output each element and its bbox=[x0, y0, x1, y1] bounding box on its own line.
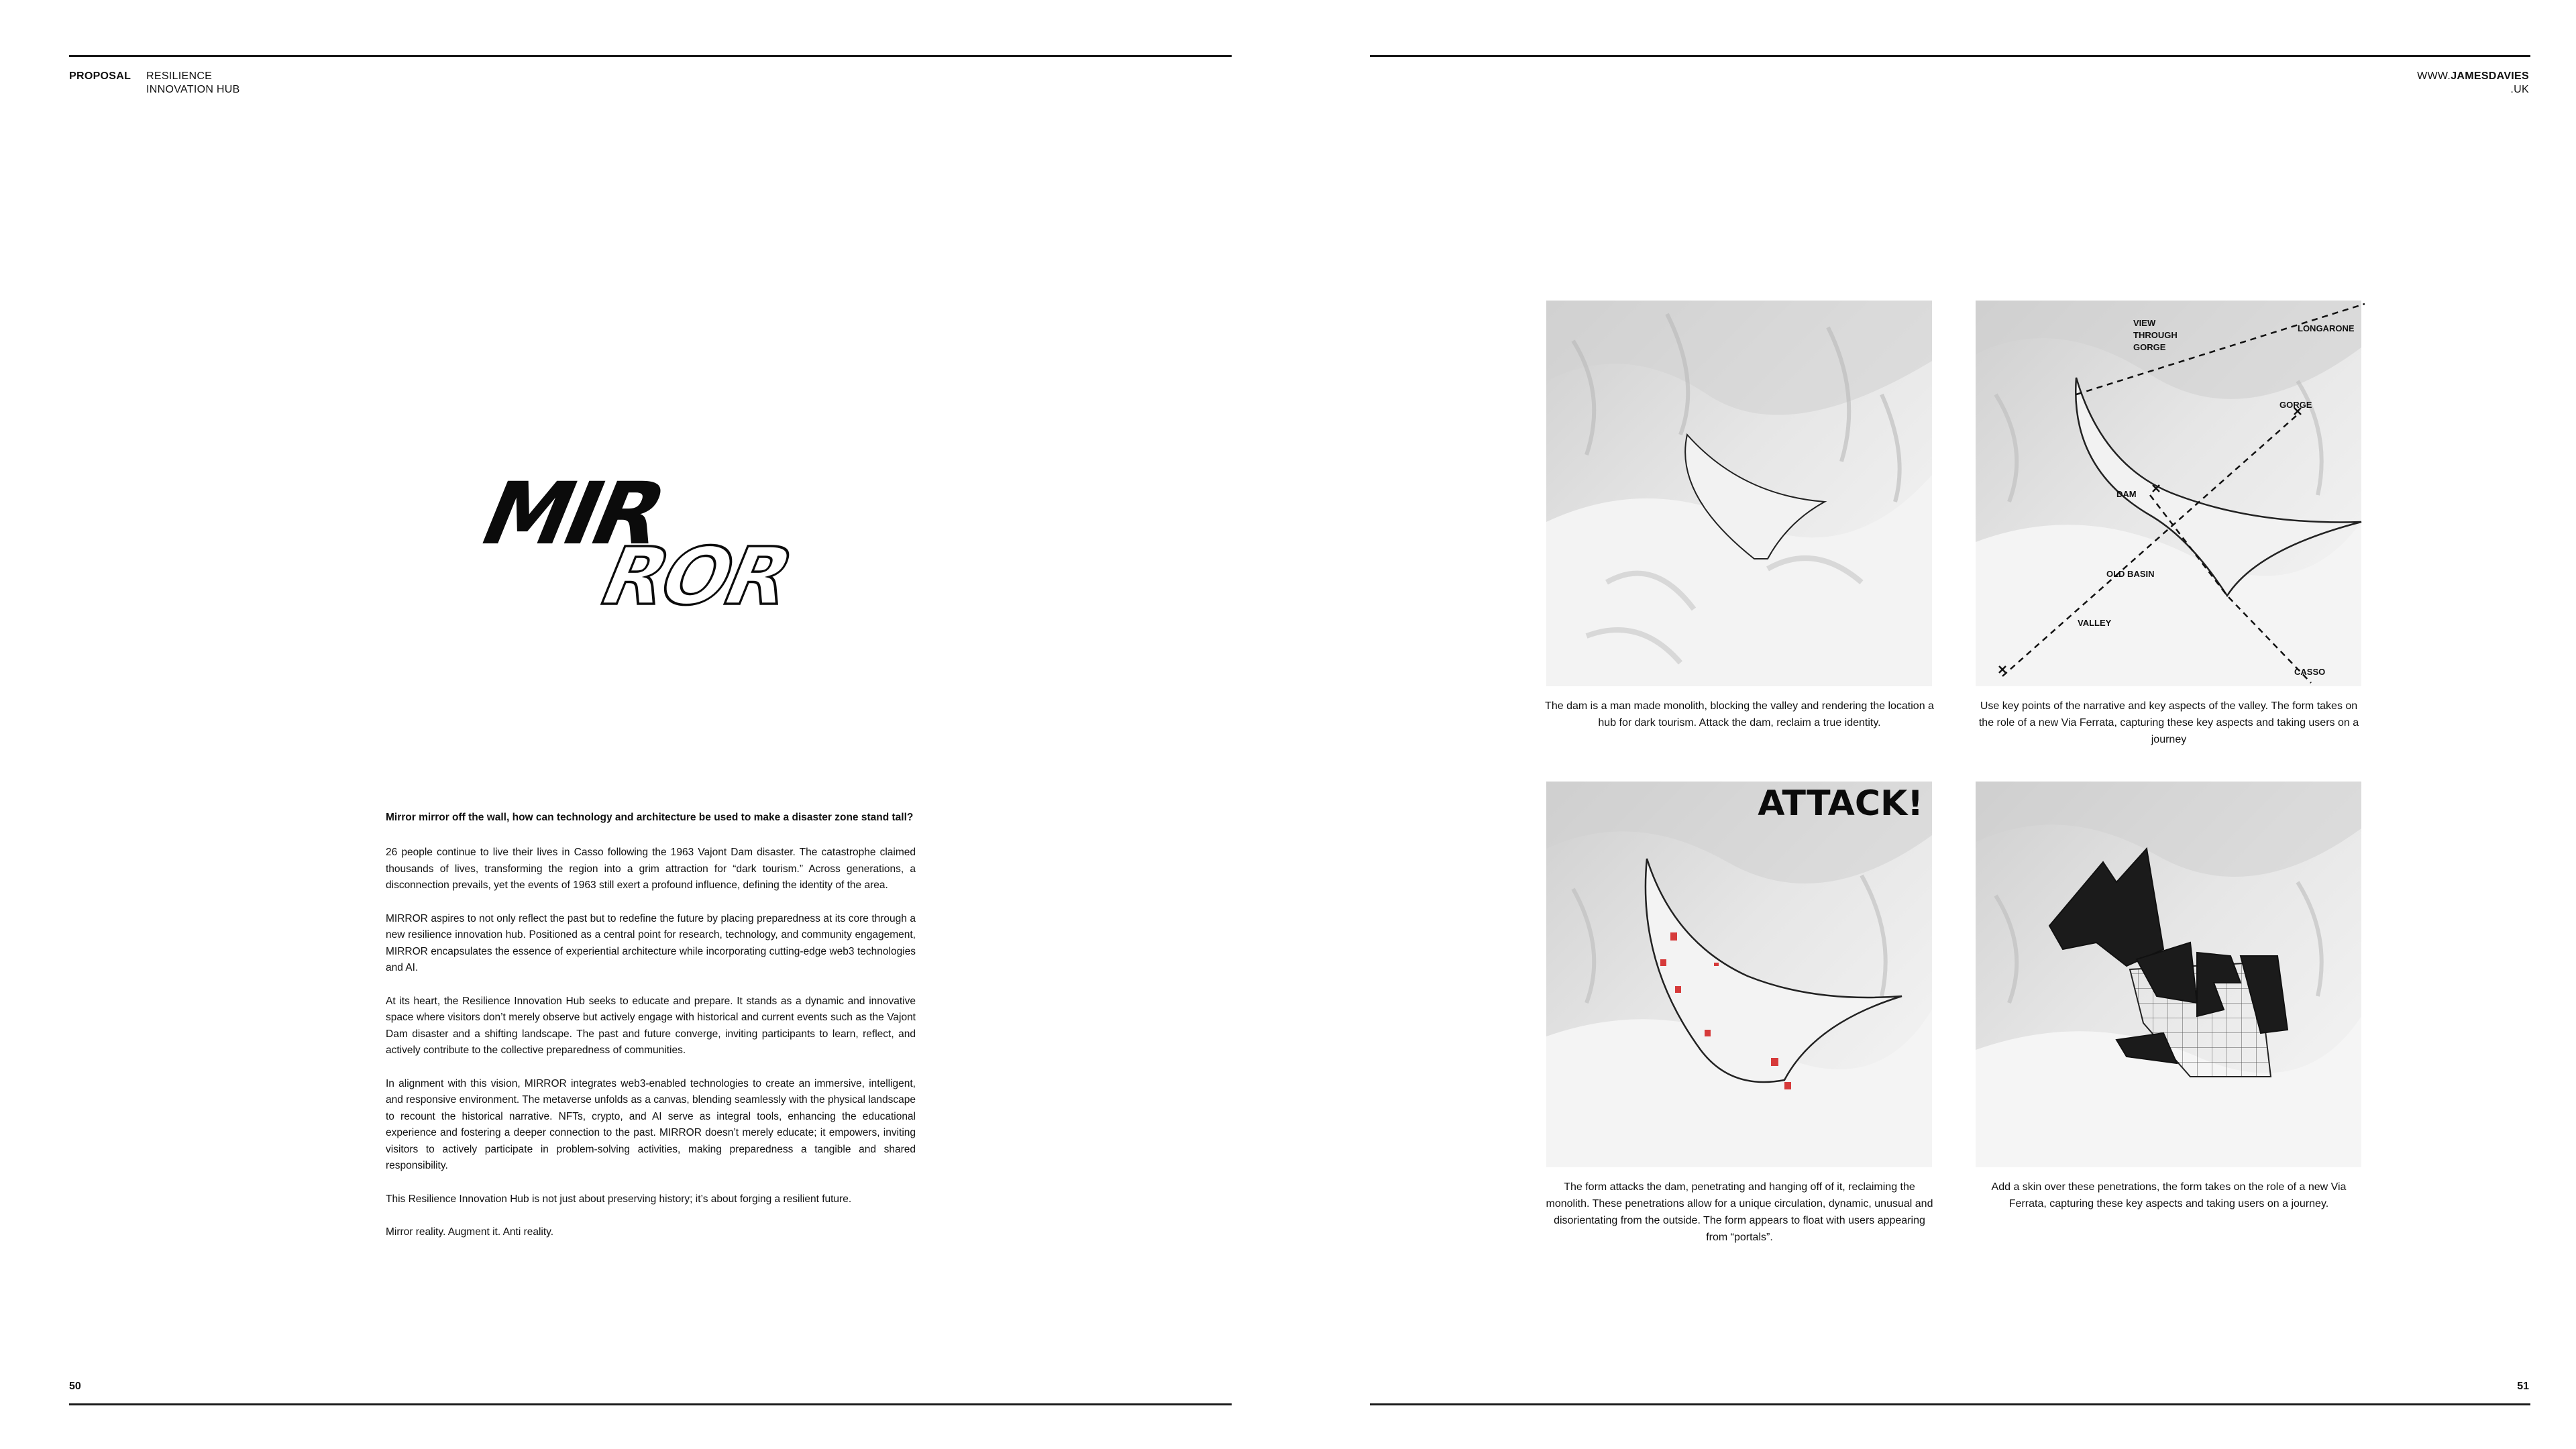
intro-paragraph: Mirror reality. Augment it. Anti reality. bbox=[386, 1226, 554, 1238]
figure-caption: The dam is a man made monolith, blocking the valley and rendering the location a hub for dark tourism. Attack the dam, reclaim a true identity. bbox=[1545, 700, 1934, 729]
figure-caption: The form attacks the dam, penetrating and hanging off of it, reclaiming the monolith. These penetrations allow for a unique circulation, dynamic, unusual and disorientating from the outside. The form appears to float with users appearing from “portals”. bbox=[1546, 1181, 1933, 1243]
intro-paragraph: At its heart, the Resilience Innovation Hub seeks to educate and prepare. It stands as a dynamic and innovative space where visitors don’t merely observe but actively engage with historical and current events such as the Vajont Dam disaster and a shifting landscape. The past and future converge, inviting participants to learn, reflect, and actively contribute to the collective preparedness of communities. bbox=[386, 995, 916, 1056]
figure-dam-site bbox=[1546, 301, 1932, 686]
bottom-rule-right bbox=[1370, 1403, 2530, 1405]
figure-caption: Add a skin over these penetrations, the form takes on the role of a new Via Ferrata, capturing these key aspects and taking users on a journey. bbox=[1991, 1181, 2347, 1210]
map-label: THROUGH bbox=[2133, 330, 2178, 340]
header-title-line1: RESILIENCE bbox=[146, 70, 213, 82]
intro-paragraph: MIRROR aspires to not only reflect the past but to redefine the future by placing preparedness at its core through a new resilience innovation hub. Positioned as a central point for research, technology, and community engagement, MIRROR encapsulates the essence of experiential architecture while incorporating cutting-edge web3 technologies and AI. bbox=[386, 912, 916, 973]
map-label: LONGARONE bbox=[2298, 323, 2355, 333]
figure-caption: Use key points of the narrative and key aspects of the valley. The form takes on the role of a new Via Ferrata, capturing these key aspects and taking users on a journey bbox=[1978, 700, 2359, 745]
page-number-left: 50 bbox=[69, 1381, 81, 1392]
header-title bbox=[146, 70, 240, 97]
logo-line2: ROR bbox=[586, 530, 806, 623]
section-label: PROPOSAL bbox=[69, 70, 131, 82]
bottom-rule-left bbox=[69, 1403, 1232, 1405]
mirror-logo bbox=[466, 464, 839, 623]
top-rule-right bbox=[1370, 55, 2530, 57]
figure-attack bbox=[1546, 782, 1932, 1167]
header-right bbox=[2417, 70, 2529, 97]
top-rule-left bbox=[69, 55, 1232, 57]
map-label: GORGE bbox=[2133, 342, 2166, 352]
header-left bbox=[69, 70, 131, 83]
intro-question: Mirror mirror off the wall, how can technology and architecture be used to make a disaster zone stand tall? bbox=[386, 812, 914, 823]
website-link[interactable]: WWW.JAMESDAVIES bbox=[2417, 70, 2529, 82]
intro-paragraph: In alignment with this vision, MIRROR integrates web3-enabled technologies to create an immersive, intelligent, and responsive environment. The metaverse unfolds as a canvas, blending seamlessly with the physical landscape to recount the historical narrative. NFTs, crypto, and AI serve as integral tools, enhancing the educational experience and fostering a deeper connection to the past. MIRROR doesn’t merely educate; it empowers, inviting visitors to actively participate in problem-solving activities, making preparedness a tangible and shared responsibility. bbox=[386, 1077, 916, 1171]
map-label: VIEW bbox=[2133, 318, 2156, 328]
figure-narrative-map bbox=[1976, 301, 2361, 686]
logo-line1: MIR bbox=[466, 464, 678, 564]
map-label: VALLEY bbox=[2078, 618, 2112, 628]
attack-label: ATTACK! bbox=[1758, 784, 1923, 824]
header-title-line2: INNOVATION HUB bbox=[146, 84, 240, 95]
map-label: DAM bbox=[2116, 489, 2137, 499]
map-label: OLD BASIN bbox=[2106, 569, 2155, 579]
intro-text bbox=[386, 810, 916, 1258]
intro-paragraph: 26 people continue to live their lives in Casso following the 1963 Vajont Dam disaster. The catastrophe claimed thousands of lives, transforming the region into a grim attraction for “dark tourism.” Across generations, a disconnection prevails, yet the events of 1963 still exert a profound influence, defining the identity of the area. bbox=[386, 847, 916, 891]
website-tld: .UK bbox=[2510, 84, 2529, 95]
page-number-right: 51 bbox=[2517, 1381, 2529, 1392]
intro-paragraph: This Resilience Innovation Hub is not just about preserving history; it’s about forging a resilient future. bbox=[386, 1193, 852, 1205]
figure-skin bbox=[1976, 782, 2361, 1167]
map-label: GORGE bbox=[2279, 400, 2312, 410]
map-label: CASSO bbox=[2294, 667, 2326, 677]
